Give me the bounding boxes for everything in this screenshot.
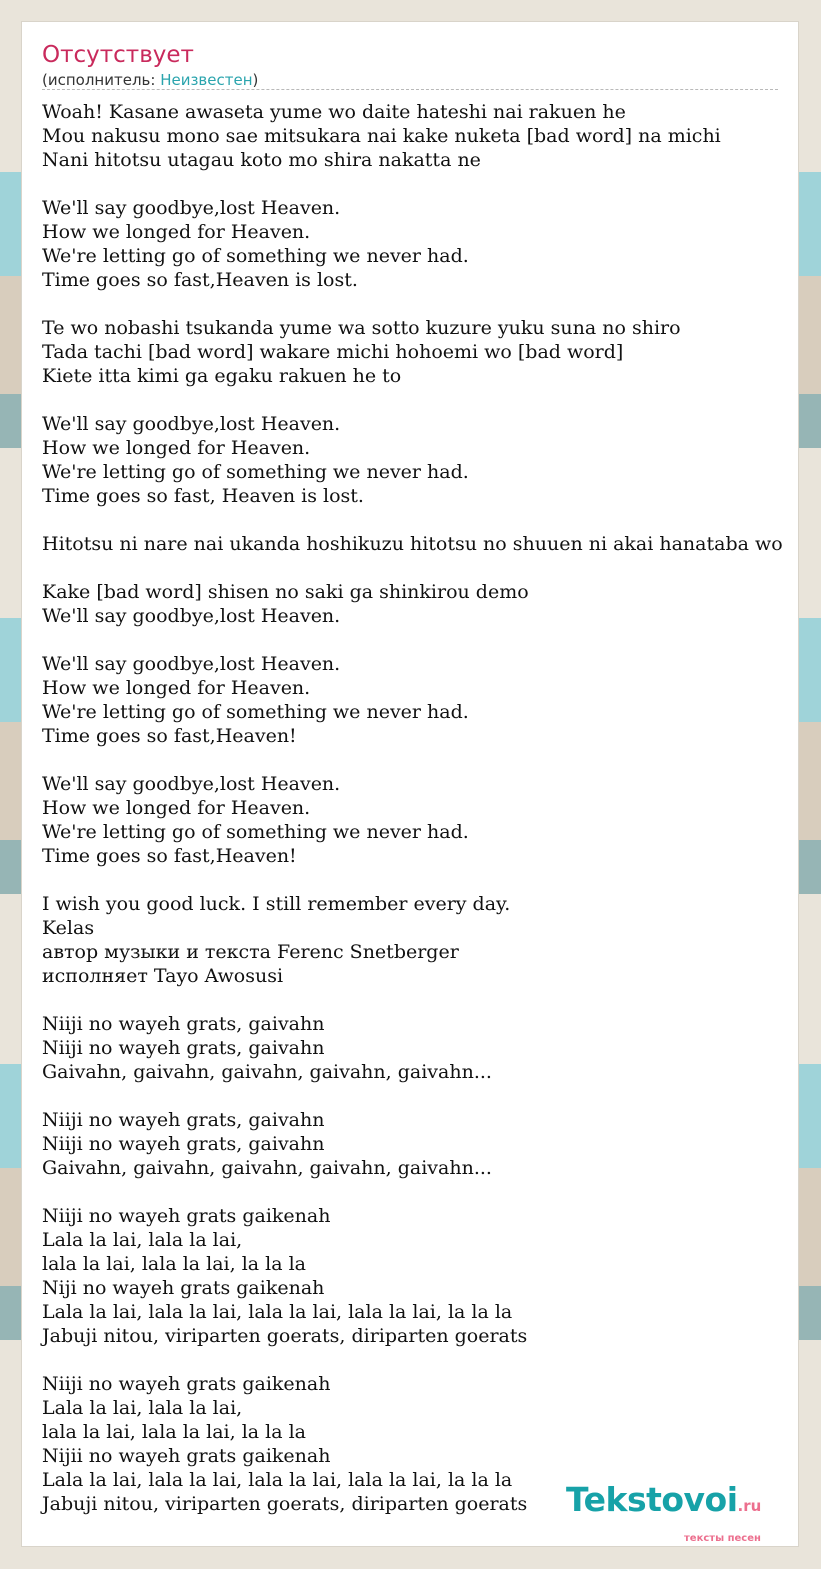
- lyric-line: Nani hitotsu utagau koto mo shira nakatta ne: [42, 149, 481, 171]
- performer-prefix: (исполнитель:: [42, 71, 161, 89]
- page-title: Отсутствует: [42, 42, 194, 68]
- blank-line: [42, 508, 798, 532]
- blank-line: [42, 988, 798, 1012]
- lyric-line: I wish you good luck. I still remember every day.: [42, 893, 511, 915]
- lyric-line: Niiji no wayeh grats, gaivahn: [42, 1013, 325, 1035]
- lyric-line: автор музыки и текста Ferenc Snetberger: [42, 941, 459, 963]
- logo-name: Tekstovoi: [566, 1480, 738, 1519]
- blank-line: [42, 868, 798, 892]
- lyric-line: How we longed for Heaven.: [42, 437, 311, 459]
- performer-suffix: ): [252, 71, 259, 89]
- blank-line: [42, 1180, 798, 1204]
- lyric-line: Time goes so fast,Heaven!: [42, 845, 297, 867]
- lyric-line: Time goes so fast,Heaven!: [42, 725, 297, 747]
- blank-line: [42, 1348, 798, 1372]
- lyric-line: lala la lai, lala la lai, la la la: [42, 1253, 306, 1275]
- lyric-line: We're letting go of something we never had.: [42, 245, 469, 267]
- lyric-line: Niiji no wayeh grats gaikenah: [42, 1373, 331, 1395]
- lyric-line: Jabuji nitou, viriparten goerats, diriparten goerats: [42, 1493, 528, 1515]
- logo-tagline: тексты песен: [684, 1533, 761, 1544]
- lyrics-text: [42, 100, 798, 1516]
- logo-tld: .ru: [737, 1497, 762, 1515]
- blank-line: [42, 292, 798, 316]
- lyric-line: Time goes so fast,Heaven is lost.: [42, 269, 358, 291]
- lyric-line: Niji no wayeh grats gaikenah: [42, 1277, 325, 1299]
- performer-line: [42, 71, 258, 89]
- lyric-line: Niiji no wayeh grats, gaivahn: [42, 1133, 325, 1155]
- lyric-line: Kiete itta kimi ga egaku rakuen he to: [42, 365, 402, 387]
- lyric-line: Kelas: [42, 917, 95, 939]
- site-logo[interactable]: [566, 1480, 761, 1519]
- lyric-line: How we longed for Heaven.: [42, 677, 311, 699]
- lyric-line: Hitotsu ni nare nai ukanda hoshikuzu hitotsu no shuuen ni akai hanataba wo: [42, 533, 783, 555]
- lyric-line: We'll say goodbye,lost Heaven.: [42, 653, 341, 675]
- performer-link[interactable]: Неизвестен: [160, 71, 253, 89]
- blank-line: [42, 388, 798, 412]
- blank-line: [42, 628, 798, 652]
- lyric-line: lala la lai, lala la lai, la la la: [42, 1421, 306, 1443]
- blank-line: [42, 556, 798, 580]
- lyric-line: We'll say goodbye,lost Heaven.: [42, 413, 341, 435]
- lyric-line: Lala la lai, lala la lai,: [42, 1229, 243, 1251]
- lyric-line: We'll say goodbye,lost Heaven.: [42, 197, 341, 219]
- lyric-line: Mou nakusu mono sae mitsukara nai kake nuketa [bad word] na michi: [42, 125, 721, 147]
- title-divider: [42, 89, 778, 90]
- lyric-line: Te wo nobashi tsukanda yume wa sotto kuzure yuku suna no shiro: [42, 317, 681, 339]
- lyric-line: Kake [bad word] shisen no saki ga shinkirou demo: [42, 581, 529, 603]
- lyric-line: исполняет Tayo Awosusi: [42, 965, 284, 987]
- blank-line: [42, 1084, 798, 1108]
- lyric-line: We'll say goodbye,lost Heaven.: [42, 773, 341, 795]
- blank-line: [42, 748, 798, 772]
- lyric-line: Woah! Kasane awaseta yume wo daite hateshi nai rakuen he: [42, 101, 626, 123]
- lyric-line: Gaivahn, gaivahn, gaivahn, gaivahn, gaivahn...: [42, 1157, 492, 1179]
- lyric-line: Tada tachi [bad word] wakare michi hohoemi wo [bad word]: [42, 341, 624, 363]
- lyric-line: Niiji no wayeh grats gaikenah: [42, 1205, 331, 1227]
- lyric-line: How we longed for Heaven.: [42, 221, 311, 243]
- lyrics-card: [22, 22, 798, 1546]
- lyric-line: Niiji no wayeh grats, gaivahn: [42, 1037, 325, 1059]
- lyric-line: We're letting go of something we never had.: [42, 821, 469, 843]
- lyric-line: Time goes so fast, Heaven is lost.: [42, 485, 364, 507]
- lyric-line: How we longed for Heaven.: [42, 797, 311, 819]
- lyric-line: We're letting go of something we never had.: [42, 701, 469, 723]
- blank-line: [42, 172, 798, 196]
- lyric-line: Niiji no wayeh grats, gaivahn: [42, 1109, 325, 1131]
- lyric-line: We're letting go of something we never had.: [42, 461, 469, 483]
- lyric-line: We'll say goodbye,lost Heaven.: [42, 605, 341, 627]
- lyric-line: Nijii no wayeh grats gaikenah: [42, 1445, 331, 1467]
- lyric-line: Lala la lai, lala la lai, lala la lai, lala la lai, la la la: [42, 1469, 513, 1491]
- lyric-line: Lala la lai, lala la lai,: [42, 1397, 243, 1419]
- lyric-line: Jabuji nitou, viriparten goerats, diriparten goerats: [42, 1325, 528, 1347]
- lyric-line: Lala la lai, lala la lai, lala la lai, lala la lai, la la la: [42, 1301, 513, 1323]
- lyric-line: Gaivahn, gaivahn, gaivahn, gaivahn, gaivahn...: [42, 1061, 492, 1083]
